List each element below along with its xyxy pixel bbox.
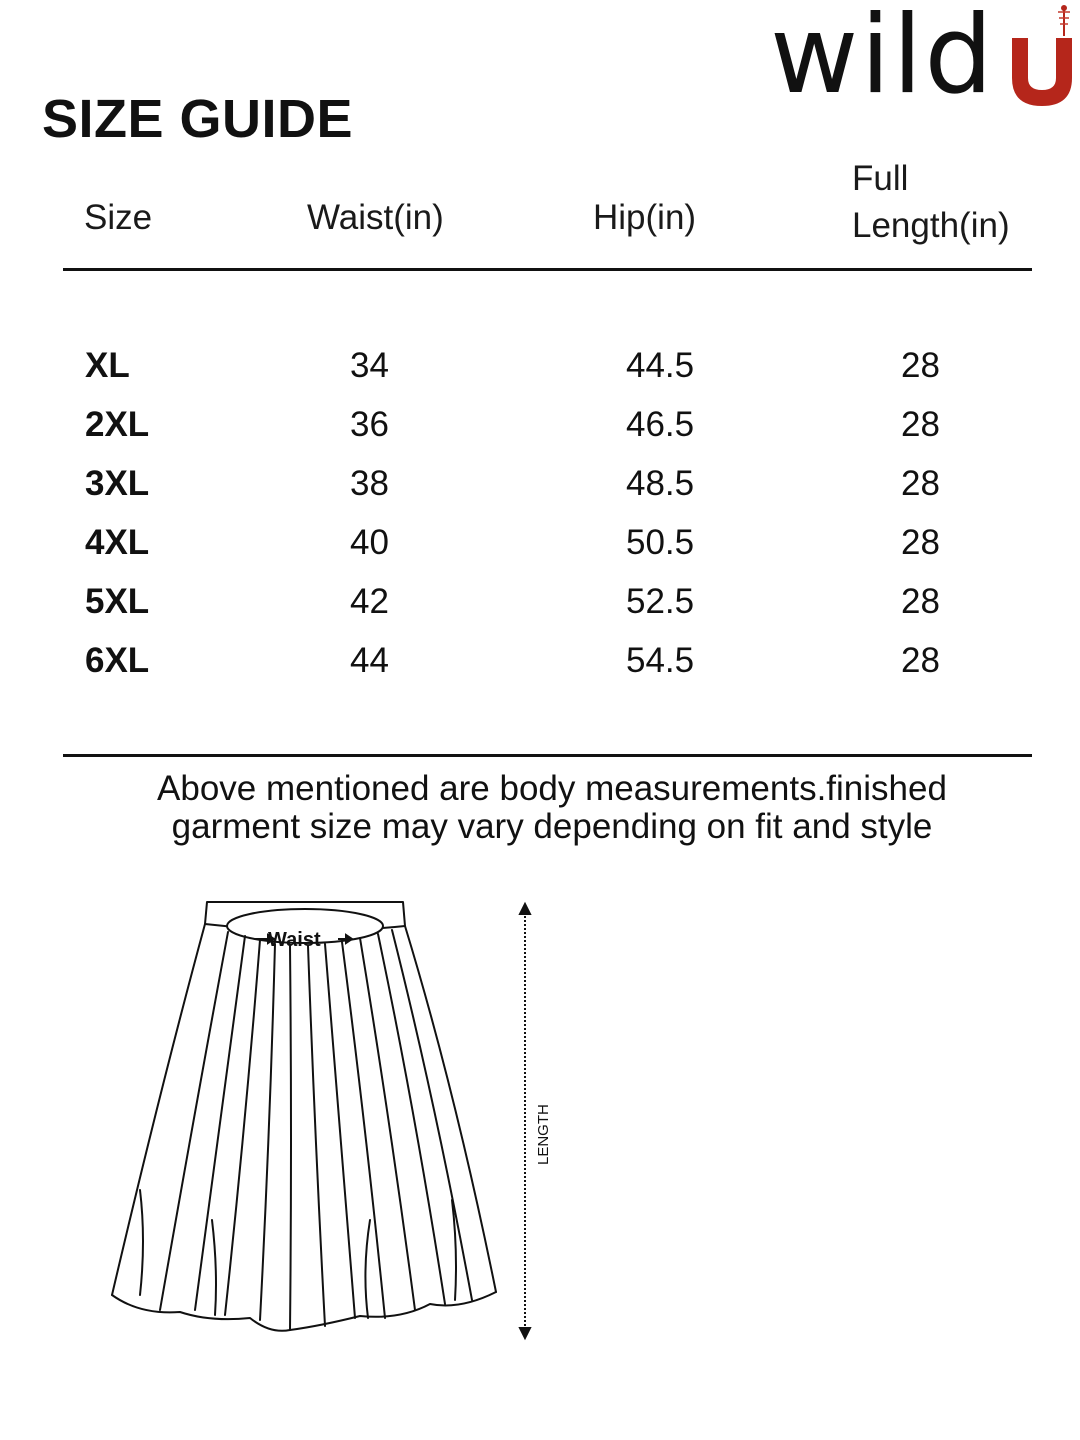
skirt-diagram [100, 890, 570, 1350]
brand-u-mark-icon [1006, 0, 1080, 120]
hip-cell: 48.5 [626, 464, 695, 503]
length-cell: 28 [901, 582, 940, 621]
size-cell: XL [85, 346, 130, 385]
hip-cell: 44.5 [626, 346, 695, 385]
header-waist: Waist(in) [307, 198, 444, 237]
length-cell: 28 [901, 464, 940, 503]
table-row [0, 336, 1080, 395]
header-size: Size [84, 198, 153, 237]
length-cell: 28 [901, 346, 940, 385]
header-length-line1: Full [852, 159, 909, 198]
table-row [0, 572, 1080, 631]
note-line-2: garment size may vary depending on fit and style [171, 807, 933, 846]
table-row [0, 631, 1080, 690]
waist-cell: 40 [350, 523, 389, 562]
waist-cell: 38 [350, 464, 389, 503]
note-line-1: Above mentioned are body measurements.finished [157, 769, 947, 808]
table-row [0, 454, 1080, 513]
measurement-note [60, 770, 1044, 846]
size-cell: 6XL [85, 641, 150, 680]
size-cell: 5XL [85, 582, 150, 621]
brand-name: wild [770, 0, 995, 118]
size-cell: 3XL [85, 464, 150, 503]
brand-logo [770, 0, 1080, 125]
waist-cell: 44 [350, 641, 389, 680]
hip-cell: 52.5 [626, 582, 695, 621]
footer-divider [63, 754, 1032, 757]
header-hip: Hip(in) [593, 198, 697, 237]
length-cell: 28 [901, 523, 940, 562]
waist-cell: 36 [350, 405, 389, 444]
hip-cell: 54.5 [626, 641, 695, 680]
size-cell: 2XL [85, 405, 150, 444]
waist-cell: 34 [350, 346, 389, 385]
table-row [0, 513, 1080, 572]
table-row [0, 395, 1080, 454]
hip-cell: 46.5 [626, 405, 695, 444]
waist-label: Waist [268, 929, 321, 951]
waist-cell: 42 [350, 582, 389, 621]
header-divider [63, 268, 1032, 271]
length-label: LENGTH [535, 1104, 552, 1165]
page-title: SIZE GUIDE [42, 89, 354, 149]
header-length-line2: Length(in) [852, 206, 1010, 246]
length-cell: 28 [901, 641, 940, 680]
size-cell: 4XL [85, 523, 150, 562]
header-length [852, 155, 1010, 250]
hip-cell: 50.5 [626, 523, 695, 562]
length-cell: 28 [901, 405, 940, 444]
